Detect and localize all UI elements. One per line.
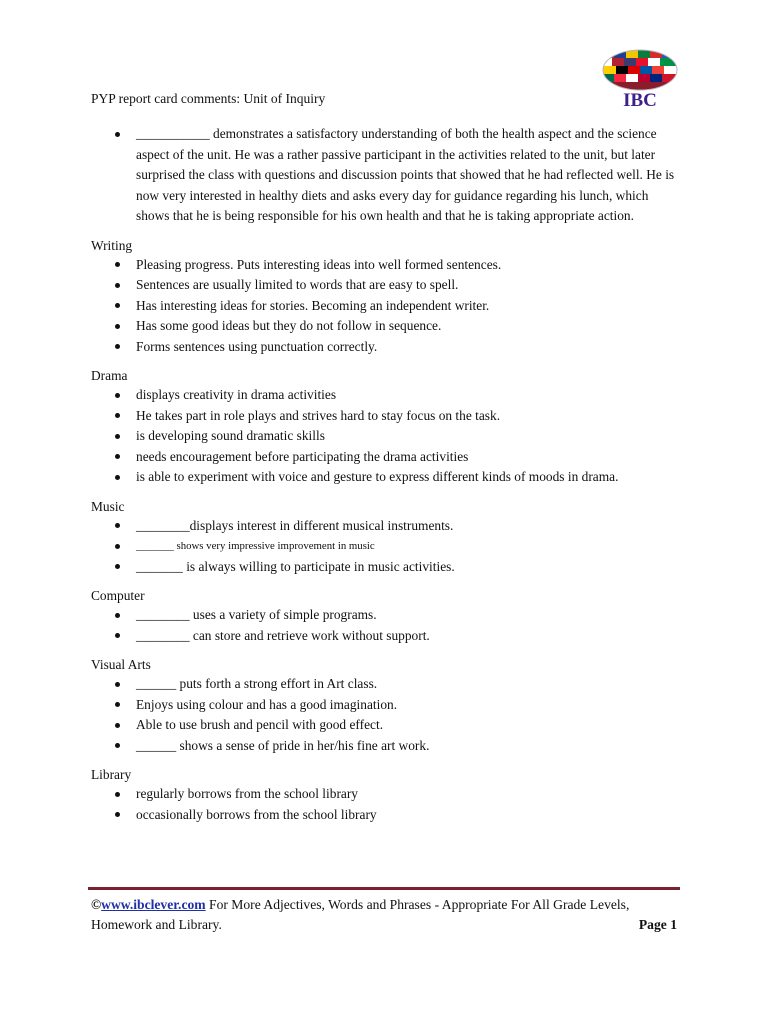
list-item: Sentences are usually limited to words that are easy to spell. xyxy=(91,275,681,296)
section-title-music: Music xyxy=(91,498,125,514)
list-item: is able to experiment with voice and gesture to express different kinds of moods in drama. xyxy=(91,467,681,488)
list-item: Able to use brush and pencil with good effect. xyxy=(91,715,681,736)
ibc-logo xyxy=(600,46,680,118)
list-item: ___________ demonstrates a satisfactory understanding of both the health aspect and the science aspect of the unit. He was a rather passive participant in the activities related to the unit, but later surprised the class with questions and discussion points that showed that he had reflected well. He is now very interested in healthy diets and asks every day for guidance regarding his lunch, which shows that he is being responsible for his own health and that he is taking appropriate action. xyxy=(91,124,681,227)
section-title-writing: Writing xyxy=(91,237,133,253)
list-item: He takes part in role plays and strives hard to stay focus on the task. xyxy=(91,406,681,427)
list-item: Enjoys using colour and has a good imagination. xyxy=(91,695,681,716)
writing-list xyxy=(91,255,681,358)
list-item: Has interesting ideas for stories. Becoming an independent writer. xyxy=(91,296,681,317)
library-list xyxy=(91,784,681,825)
section-title-library: Library xyxy=(91,767,132,782)
website-link[interactable]: www.ibclever.com xyxy=(101,897,206,912)
section-title-drama: Drama xyxy=(91,368,128,383)
list-item: displays creativity in drama activities xyxy=(91,385,681,406)
list-item: regularly borrows from the school library xyxy=(91,784,681,805)
document-content xyxy=(91,124,681,825)
page-number: Page 1 xyxy=(638,917,677,932)
list-item: _______ shows very impressive improvement in music xyxy=(91,536,681,557)
drama-list xyxy=(91,385,681,488)
list-item: ________displays interest in different musical instruments. xyxy=(91,516,681,537)
list-item: Forms sentences using punctuation correctly. xyxy=(91,337,681,358)
footer-divider xyxy=(88,887,680,890)
list-item: _______ is always willing to participate in music activities. xyxy=(91,557,681,578)
section-title-visual-arts: Visual Arts xyxy=(91,657,151,672)
list-item: Pleasing progress. Puts interesting ideas into well formed sentences. xyxy=(91,255,681,276)
list-item: ______ puts forth a strong effort in Art class. xyxy=(91,674,681,695)
list-item: ________ uses a variety of simple programs. xyxy=(91,605,681,626)
unit-of-inquiry-list xyxy=(91,124,681,227)
copyright-symbol: © xyxy=(91,897,102,912)
footer xyxy=(91,895,681,935)
svg-text:IBC: IBC xyxy=(623,90,657,111)
list-item: Has some good ideas but they do not follow in sequence. xyxy=(91,316,681,337)
section-title-computer: Computer xyxy=(91,588,145,603)
list-item: ________ can store and retrieve work without support. xyxy=(91,626,681,647)
music-list xyxy=(91,516,681,578)
footer-text: For More Adjectives, Words and Phrases - Appropriate For All Grade Levels, Homework and Library. xyxy=(91,897,630,932)
list-item: is developing sound dramatic skills xyxy=(91,426,681,447)
list-item: needs encouragement before participating the drama activities xyxy=(91,447,681,468)
computer-list xyxy=(91,605,681,646)
visual-arts-list xyxy=(91,674,681,756)
list-item: occasionally borrows from the school library xyxy=(91,805,681,826)
page-title: PYP report card comments: Unit of Inquiry xyxy=(91,91,326,106)
list-item: ______ shows a sense of pride in her/his fine art work. xyxy=(91,736,681,757)
